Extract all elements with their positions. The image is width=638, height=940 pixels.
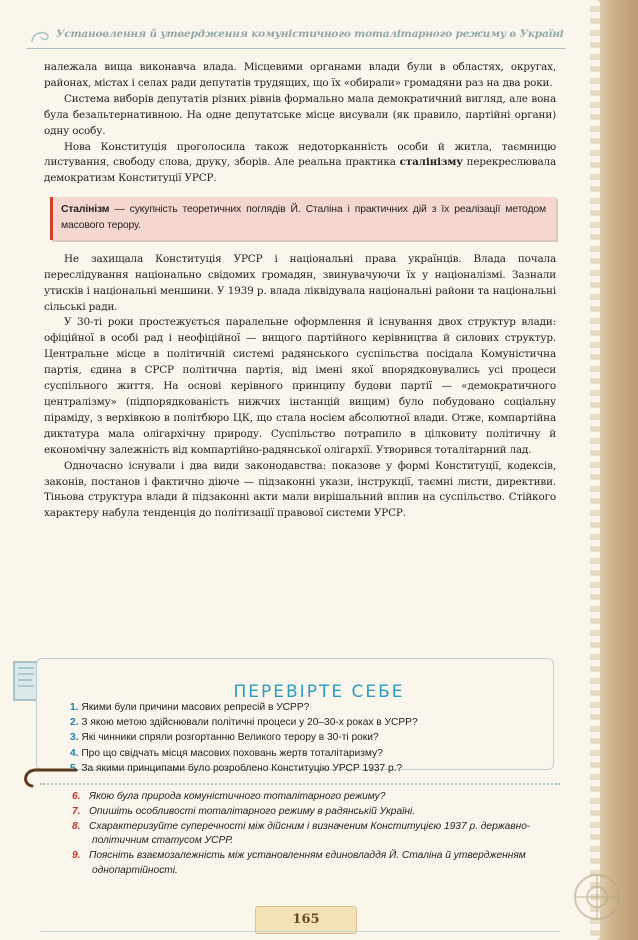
paragraph: Нова Конституція проголосила також недоторканність особи й житла, таємницю листування, свободу слова, друку, зборів. Але реальна практика сталінізму перекреслювала демократизм Конституції УРСР. <box>44 140 557 185</box>
definition-term: Сталінізм <box>61 204 110 216</box>
question-item: 4. Про що свідчать місця масових поховань жертв тоталітаризму? <box>70 747 383 759</box>
task-item: 7. Опишіть особливості тоталітарного режиму в радянській Україні. <box>72 805 416 817</box>
key-term: сталінізму <box>399 156 463 169</box>
section-divider <box>40 783 560 785</box>
definition-text: — сукупність теоретичних поглядів Й. Сталіна і практичних дій з їх реалізації методом масового терору. <box>61 204 546 232</box>
self-check-title: ПЕРЕВІРТЕ СЕБЕ <box>233 682 405 702</box>
page-number: 165 <box>255 906 357 934</box>
paragraph: Одночасно існували і два види законодавства: показове у формі Конституції, кодексів, законів, постанов і фактично діюче — підзаконні укази, інструкції, таємні листи, директиви. Тіньова структура влади й підзаконні акти мали вирішальний вплив на суспільство. Стійкого характеру набула тенденція до політизації правової системи УРСР. <box>44 459 556 520</box>
footer-rule <box>40 931 560 932</box>
question-item: 5. За якими принципами було розроблено Конституцію УРСР 1937 р.? <box>70 762 403 774</box>
floral-ornament-icon <box>562 862 632 932</box>
task-item: 8. Схарактеризуйте суперечності між дійсним і визначеним Конституцією 1937 р. державно-політичним статусом УСРР. <box>72 820 531 847</box>
running-title: Установлення й утвердження комуністичного тоталітарного режиму в Україні <box>56 28 564 40</box>
paragraph: Не захищала Конституція УРСР і національні права українців. Влада почала переслідування національно свідомих громадян, звинувачуючи їх у націоналізмі. Зазнали утисків і національні меншини. У 1939 р. влада ліквідувала національні райони та національні сільські ради. <box>44 252 556 313</box>
swirl-ornament-icon <box>30 28 52 46</box>
definition-box <box>50 197 556 240</box>
main-text <box>44 60 556 522</box>
task-item: 9. Поясніть взаємозалежність між установленням єдиновладдя Й. Сталіна й утвердженням однопартійності. <box>72 850 526 876</box>
question-item: 3. Які чинники спряли розгортанню Великого терору в 30-ті роки? <box>70 732 379 744</box>
tasks-list <box>72 790 558 879</box>
paragraph: належала вища виконавча влада. Місцевими органами влади були в областях, округах, районах, містах і селах ради депутатів трудящих, що їх «обирали» громадяни раз на два роки. <box>44 61 556 89</box>
paragraph: Система виборів депутатів різних рівнів формально мала демократичний вигляд, але вона була безальтернативною. На одне депутатське місце висували (як правило, партійні органи) одну особу. <box>44 92 556 137</box>
running-header <box>26 26 566 49</box>
page-edge-decoration <box>596 0 638 940</box>
task-item: 6. Якою була природа комуністичного тоталітарного режиму? <box>72 791 386 802</box>
cane-icon <box>18 764 78 794</box>
question-item: 2. З якою метою здійснювали політичні процеси у 20–30-х роках в УСРР? <box>70 717 418 729</box>
paragraph: У 30-ті роки простежується паралельне оформлення й існування двох структур влади: офіційної в особі рад і неофіційної — вищого партійного керівництва й силових структур. Центральне місце в політичній системі радянського суспільства посідала Комуністична партія, єдина в СРСР політична партія, від імені якої впорядковувались усі процеси суспільного життя. На основі керівного принципу будови партії — «демократичного централізму» (підпорядкованість нижчих інстанцій вищим) було побудовано соціальну піраміду, з верхівкою в політбюро ЦК, що стала носієм абсолютної влади. Отже, компартійна диктатура мала олігархічну природу. Суспільство потрапило в цілковиту політичну й економічну залежність від компартійно-радянської олігархії. Утворився тоталітарний лад. <box>44 316 556 456</box>
question-item: 1. Якими були причини масових репресій в УСРР? <box>70 702 310 713</box>
self-check-questions <box>70 700 510 776</box>
